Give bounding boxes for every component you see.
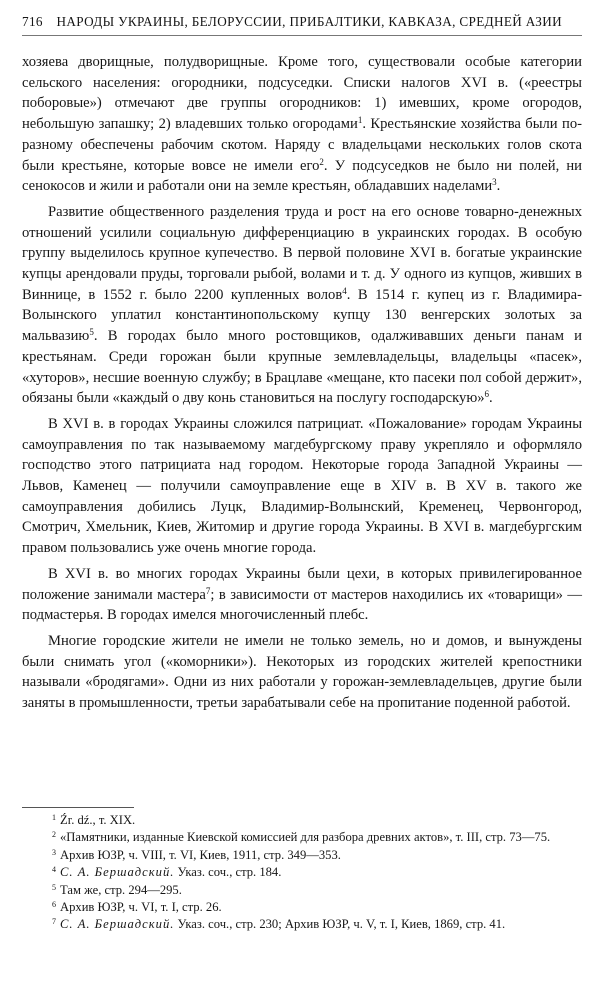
footnote-mark: 5: [52, 882, 56, 892]
paragraph-text: . В 1514 г. купец из г. Владимира-Волынского уплатил константинопольскому купцу 130 венгерских золотых за мальвазию: [22, 286, 582, 345]
footnote-ref: 4: [342, 285, 347, 296]
paragraph: [22, 202, 582, 409]
footnotes: [22, 812, 582, 934]
footnote-ref: 3: [492, 177, 497, 188]
footnote-author: С. А. Бершадский.: [60, 917, 175, 932]
footnote: [22, 882, 582, 899]
paragraph-text: ; в зависимости от мастеров находились их «товарищи» — подмастерья. В городах имелся многочисленный плебс.: [22, 586, 582, 624]
footnote-text: Архив ЮЗР, ч. VIII, т. VI, Киев, 1911, стр. 349—353.: [60, 847, 341, 862]
paragraph-text: хозяева дворищные, полудворищные. Кроме того, существовали особые категории сельского населения: огородники, подсуседки. Списки налогов XVI в. («реестры поборовые») отмечают две группы огородников: 1) имевших, кроме огородов, небольшую запашку; 2) владевших только огородами: [22, 54, 582, 133]
footnote-mark: 2: [52, 830, 56, 840]
footnote-text: Źr. dź., т. XIX.: [60, 813, 136, 827]
paragraph: [22, 564, 582, 626]
footnote-mark: 3: [52, 847, 56, 857]
paragraph-text: . В городах было много ростовщиков, одалживавших деньги панам и крестьянам. Среди горожан были крупные землевладельцы, владельцы «пасек», «хуторов», несшие военную службу; в Брацлаве «мещане, кто пасеки пол собой держит», обязаны были «каждый о дву конь становиться на послугу господарскую»: [22, 328, 582, 407]
footnote: [22, 847, 582, 864]
running-header: [22, 14, 582, 36]
footnote-mark: 7: [52, 917, 56, 927]
footnote-mark: 4: [52, 865, 56, 875]
footnote-divider: [22, 807, 134, 808]
footnote-ref: 1: [357, 115, 363, 126]
paragraph-text: . Крестьянские хозяйства были по-разному обеспечены рабочим скотом. Наряду с владельцами нескольких голов скота были крестьяне, которые вовсе не имели его: [22, 116, 582, 174]
footnote: [22, 899, 582, 916]
paragraph-text: Многие городские жители не имели не только земель, но и домов, и вынуждены были снимать угол («коморники»). Некоторых из городских жителей крепостники называли «бродягами». Одни из них работали у горожан-землевладельцев, другие были заняты в промышленности, третьи зарабатывали себе на пропитание поденной работой.: [22, 632, 582, 712]
footnote: [22, 864, 582, 881]
paragraph-text: Развитие общественного разделения труда и рост на его основе товарно-денежных отношений усилили социальную дифференциацию в украинских городах. В особую группу выделилось крупное купечество. В первой половине XVI в. богатые украинские купцы арендовали пруды, торговали рыбой, волами и т. д. У одного из купцов, живших в Виннице, в 1552 г. было 2200 купленных волов: [22, 203, 582, 303]
paragraph-text: В XVI в. во многих городах Украины были цехи, в которых привилегированное положение занимали мастера: [22, 565, 582, 603]
footnote-author: С. А. Бершадский.: [60, 865, 175, 880]
footnote-text: «Памятники, изданные Киевской комиссией для разбора древних актов», т. III, стр. 73—75.: [60, 830, 551, 845]
paragraph-text: В XVI в. в городах Украины сложился патрициат. «Пожалование» городам Украины самоуправления по так называемому магдебургскому праву укрепляло и оформляло господство этого патрициата над городом. Некоторые города Западной Украины — Львов, Каменец — получили самоуправление еще в XIV в. В XV в. такого же самоуправления добились Луцк, Владимир-Волынский, Кременец, Червонгород, Смотрич, Хмельник, Киев, Житомир и другие города Украины. В XVI в. магдебургским правом пользовались уже очень многие города.: [22, 415, 582, 557]
paragraph-text: .: [489, 390, 493, 407]
footnote-ref: 2: [319, 156, 324, 167]
paragraph-text: . У подсуседков не было ни полей, ни сенокосов и жили и работали они на земле крестьян, обладавших наделами: [22, 157, 582, 195]
footnote-mark: 6: [52, 900, 56, 910]
paragraph-text: .: [496, 178, 501, 195]
footnote-ref: 5: [89, 327, 94, 338]
footnote-mark: 1: [52, 813, 56, 822]
footnote-text: Архив ЮЗР, ч. VI, т. I, стр. 26.: [60, 900, 222, 915]
main-text: [22, 52, 582, 719]
paragraph: [22, 52, 582, 197]
footnote: [22, 812, 582, 829]
footnote-text: Там же, стр. 294—295.: [60, 882, 182, 897]
footnote-text: Указ. соч., стр. 230; Архив ЮЗР, ч. V, т. I, Киев, 1869, стр. 41.: [174, 917, 506, 932]
footnote-ref: 7: [205, 585, 211, 596]
footnote: [22, 916, 582, 933]
paragraph: [22, 414, 582, 559]
footnote-text: Указ. соч., стр. 184.: [174, 865, 282, 880]
paragraph: [22, 631, 582, 714]
footnote: [22, 829, 582, 846]
running-title: НАРОДЫ УКРАИНЫ, БЕЛОРУССИИ, ПРИБАЛТИКИ, КАВКАЗА, СРЕДНЕЙ АЗИИ: [56, 14, 562, 29]
footnote-ref: 6: [484, 389, 490, 400]
page-number: 716: [22, 14, 43, 29]
